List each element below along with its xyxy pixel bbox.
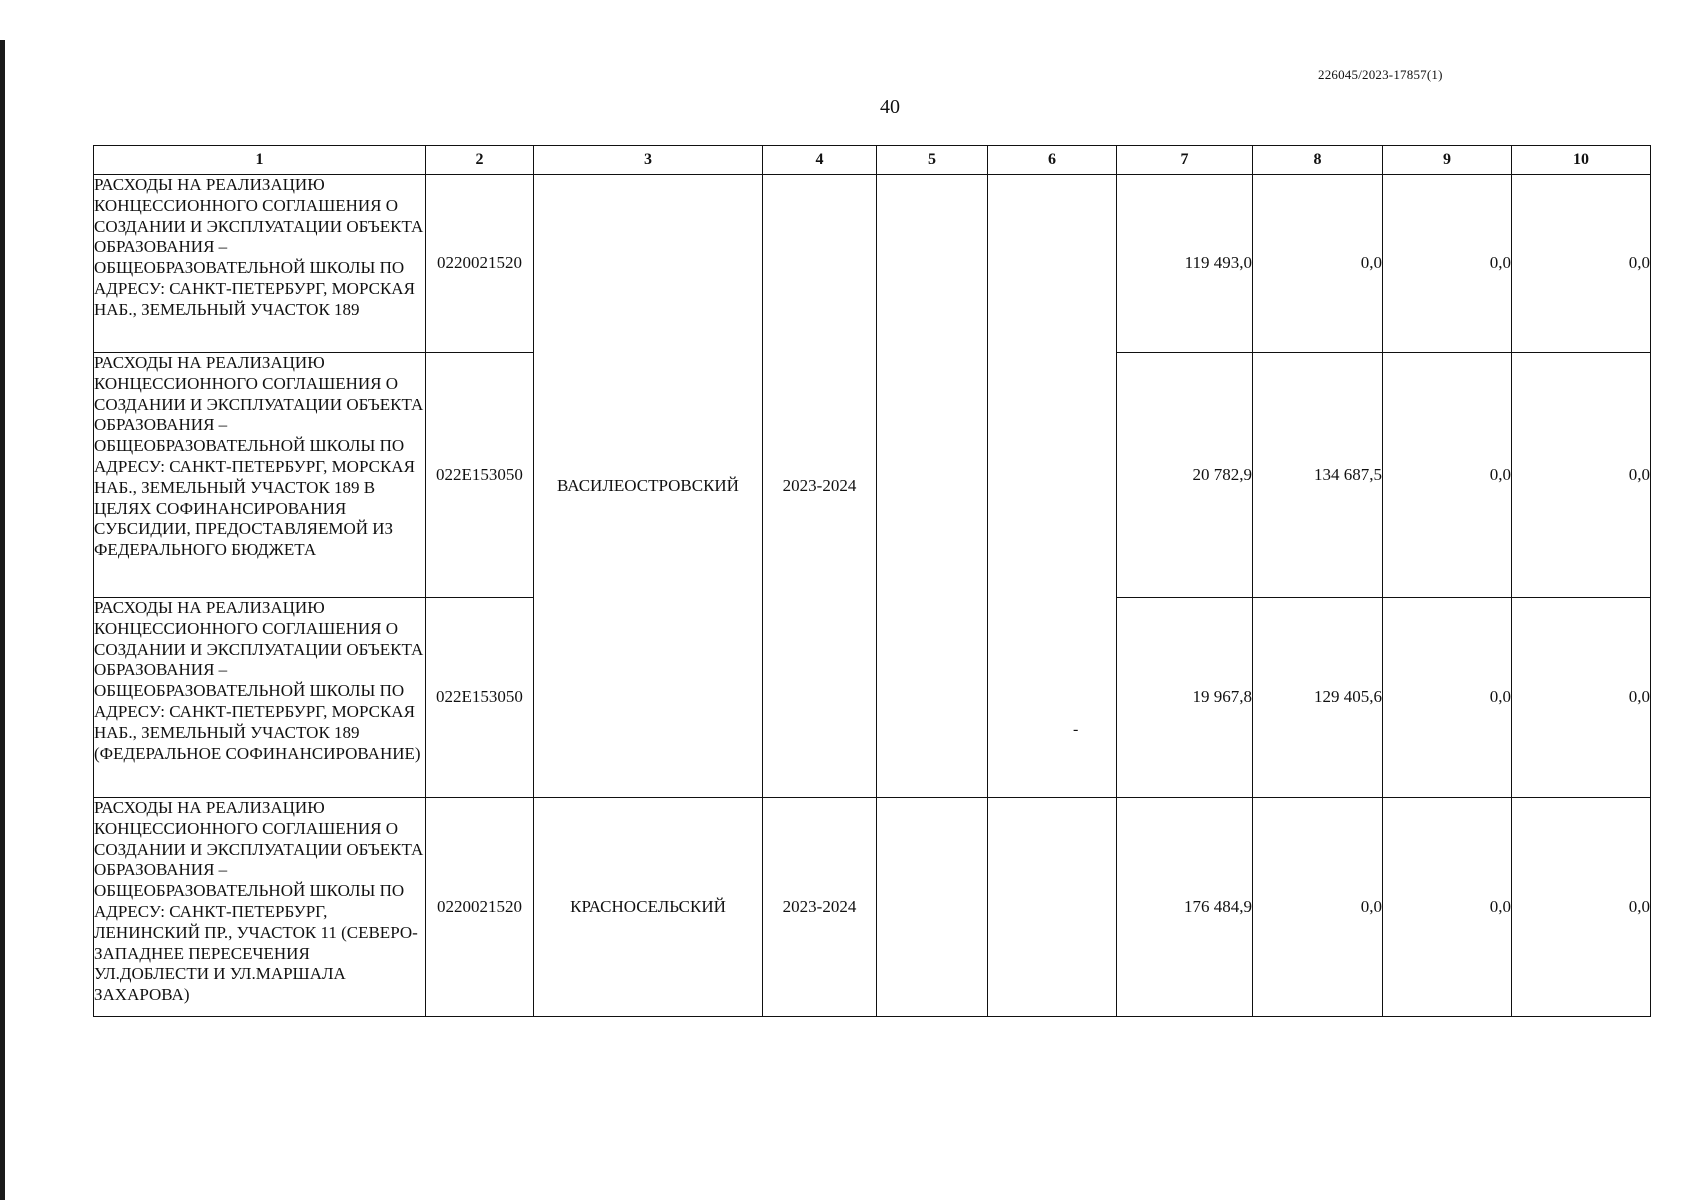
row-years: 2023-2024 bbox=[763, 798, 877, 1017]
row-value-9: 0,0 bbox=[1383, 175, 1512, 353]
row-col5-empty bbox=[877, 798, 988, 1017]
row-description: РАСХОДЫ НА РЕАЛИЗАЦИЮ КОНЦЕССИОННОГО СОГЛАШЕНИЯ О СОЗДАНИИ И ЭКСПЛУАТАЦИИ ОБЪЕКТА ОБРАЗОВАНИЯ – ОБЩЕОБРАЗОВАТЕЛЬНОЙ ШКОЛЫ ПО АДРЕСУ: САНКТ-ПЕТЕРБУРГ, МОРСКАЯ НАБ., ЗЕМЕЛЬНЫЙ УЧАСТОК 189 bbox=[94, 175, 426, 353]
row-value-10: 0,0 bbox=[1512, 175, 1651, 353]
row-col6-empty bbox=[988, 798, 1117, 1017]
row-code: 022Е153050 bbox=[426, 353, 534, 598]
row-description: РАСХОДЫ НА РЕАЛИЗАЦИЮ КОНЦЕССИОННОГО СОГЛАШЕНИЯ О СОЗДАНИИ И ЭКСПЛУАТАЦИИ ОБЪЕКТА ОБРАЗОВАНИЯ – ОБЩЕОБРАЗОВАТЕЛЬНОЙ ШКОЛЫ ПО АДРЕСУ: САНКТ-ПЕТЕРБУРГ, МОРСКАЯ НАБ., ЗЕМЕЛЬНЫЙ УЧАСТОК 189 (ФЕДЕРАЛЬНОЕ СОФИНАНСИРОВАНИЕ) bbox=[94, 598, 426, 798]
row-value-7: 20 782,9 bbox=[1117, 353, 1253, 598]
table-row bbox=[94, 175, 1651, 353]
document-number: 226045/2023-17857(1) bbox=[1318, 67, 1443, 82]
row-value-10: 0,0 bbox=[1512, 353, 1651, 598]
column-header-8: 8 bbox=[1253, 146, 1383, 175]
column-header-9: 9 bbox=[1383, 146, 1512, 175]
row-description: РАСХОДЫ НА РЕАЛИЗАЦИЮ КОНЦЕССИОННОГО СОГЛАШЕНИЯ О СОЗДАНИИ И ЭКСПЛУАТАЦИИ ОБЪЕКТА ОБРАЗОВАНИЯ – ОБЩЕОБРАЗОВАТЕЛЬНОЙ ШКОЛЫ ПО АДРЕСУ: САНКТ-ПЕТЕРБУРГ, ЛЕНИНСКИЙ ПР., УЧАСТОК 11 (СЕВЕРО-ЗАПАДНЕЕ ПЕРЕСЕЧЕНИЯ УЛ.ДОБЛЕСТИ И УЛ.МАРШАЛА ЗАХАРОВА) bbox=[94, 798, 426, 1017]
column-header-5: 5 bbox=[877, 146, 988, 175]
row-code: 022Е153050 bbox=[426, 598, 534, 798]
row-value-7: 176 484,9 bbox=[1117, 798, 1253, 1017]
scan-edge-shadow bbox=[0, 40, 5, 1200]
column-header-3: 3 bbox=[534, 146, 763, 175]
row-value-10: 0,0 bbox=[1512, 798, 1651, 1017]
row-value-9: 0,0 bbox=[1383, 353, 1512, 598]
row-code: 0220021520 bbox=[426, 175, 534, 353]
row-district: ВАСИЛЕОСТРОВСКИЙ bbox=[534, 175, 763, 798]
row-col6-empty bbox=[988, 175, 1117, 798]
column-header-6: 6 bbox=[988, 146, 1117, 175]
row-value-8: 129 405,6 bbox=[1253, 598, 1383, 798]
table-header-row bbox=[94, 146, 1651, 175]
row-col5-empty bbox=[877, 175, 988, 798]
page-number: 40 bbox=[880, 96, 900, 118]
row-description: РАСХОДЫ НА РЕАЛИЗАЦИЮ КОНЦЕССИОННОГО СОГЛАШЕНИЯ О СОЗДАНИИ И ЭКСПЛУАТАЦИИ ОБЪЕКТА ОБРАЗОВАНИЯ – ОБЩЕОБРАЗОВАТЕЛЬНОЙ ШКОЛЫ ПО АДРЕСУ: САНКТ-ПЕТЕРБУРГ, МОРСКАЯ НАБ., ЗЕМЕЛЬНЫЙ УЧАСТОК 189 В ЦЕЛЯХ СОФИНАНСИРОВАНИЯ СУБСИДИИ, ПРЕДОСТАВЛЯЕМОЙ ИЗ ФЕДЕРАЛЬНОГО БЮДЖЕТА bbox=[94, 353, 426, 598]
row-value-7: 119 493,0 bbox=[1117, 175, 1253, 353]
row-years: 2023-2024 bbox=[763, 175, 877, 798]
column-header-4: 4 bbox=[763, 146, 877, 175]
row-value-10: 0,0 bbox=[1512, 598, 1651, 798]
column-header-1: 1 bbox=[94, 146, 426, 175]
table-row bbox=[94, 798, 1651, 1017]
row-value-8: 134 687,5 bbox=[1253, 353, 1383, 598]
column-header-10: 10 bbox=[1512, 146, 1651, 175]
column-header-7: 7 bbox=[1117, 146, 1253, 175]
column-header-2: 2 bbox=[426, 146, 534, 175]
row-value-8: 0,0 bbox=[1253, 175, 1383, 353]
row-value-8: 0,0 bbox=[1253, 798, 1383, 1017]
row-value-9: 0,0 bbox=[1383, 598, 1512, 798]
row-value-9: 0,0 bbox=[1383, 798, 1512, 1017]
dash-mark: - bbox=[1073, 721, 1079, 738]
row-district: КРАСНОСЕЛЬСКИЙ bbox=[534, 798, 763, 1017]
row-value-7: 19 967,8 bbox=[1117, 598, 1253, 798]
budget-table bbox=[93, 145, 1651, 1017]
row-code: 0220021520 bbox=[426, 798, 534, 1017]
